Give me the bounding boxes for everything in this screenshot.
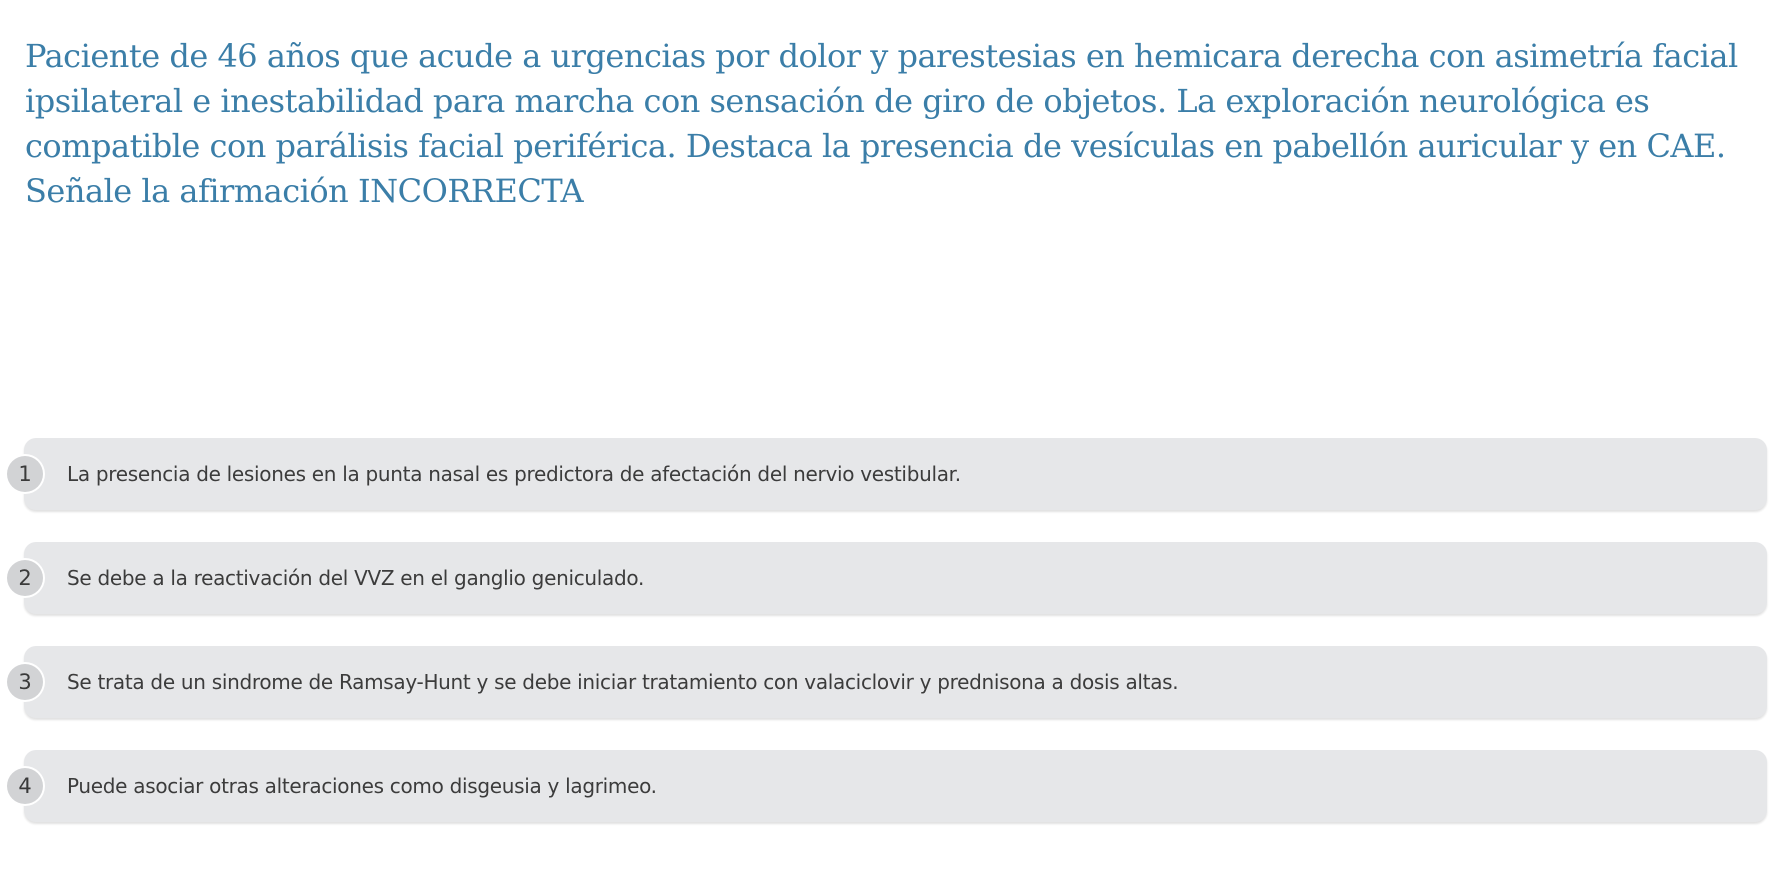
- answer-option-4[interactable]: [0, 750, 1774, 824]
- answer-option-3[interactable]: [0, 646, 1774, 720]
- option-text: Se debe a la reactivación del VVZ en el ganglio geniculado.: [67, 566, 645, 590]
- option-text: Puede asociar otras alteraciones como disgeusia y lagrimeo.: [67, 774, 657, 798]
- question-text: Paciente de 46 años que acude a urgencias por dolor y parestesias en hemicara derecha con asimetría facial ipsilateral e inestabilidad para marcha con sensación de giro de objetos. La exploración neurológica es compatible con parálisis facial periférica. Destaca la presencia de vesículas en pabellón auricular y en CAE. Señale la afirmación INCORRECTA: [25, 37, 1738, 210]
- option-number-badge: 2: [7, 560, 43, 596]
- answer-options: [0, 438, 1774, 854]
- answer-option-2[interactable]: [0, 542, 1774, 616]
- option-number-badge: 1: [7, 456, 43, 492]
- option-text: Se trata de un sindrome de Ramsay-Hunt y se debe iniciar tratamiento con valaciclovir y prednisona a dosis altas.: [67, 670, 1179, 694]
- option-number-badge: 4: [7, 768, 43, 804]
- answer-option-1[interactable]: [0, 438, 1774, 512]
- option-text: La presencia de lesiones en la punta nasal es predictora de afectación del nervio vestibular.: [67, 462, 961, 486]
- option-number-badge: 3: [7, 664, 43, 700]
